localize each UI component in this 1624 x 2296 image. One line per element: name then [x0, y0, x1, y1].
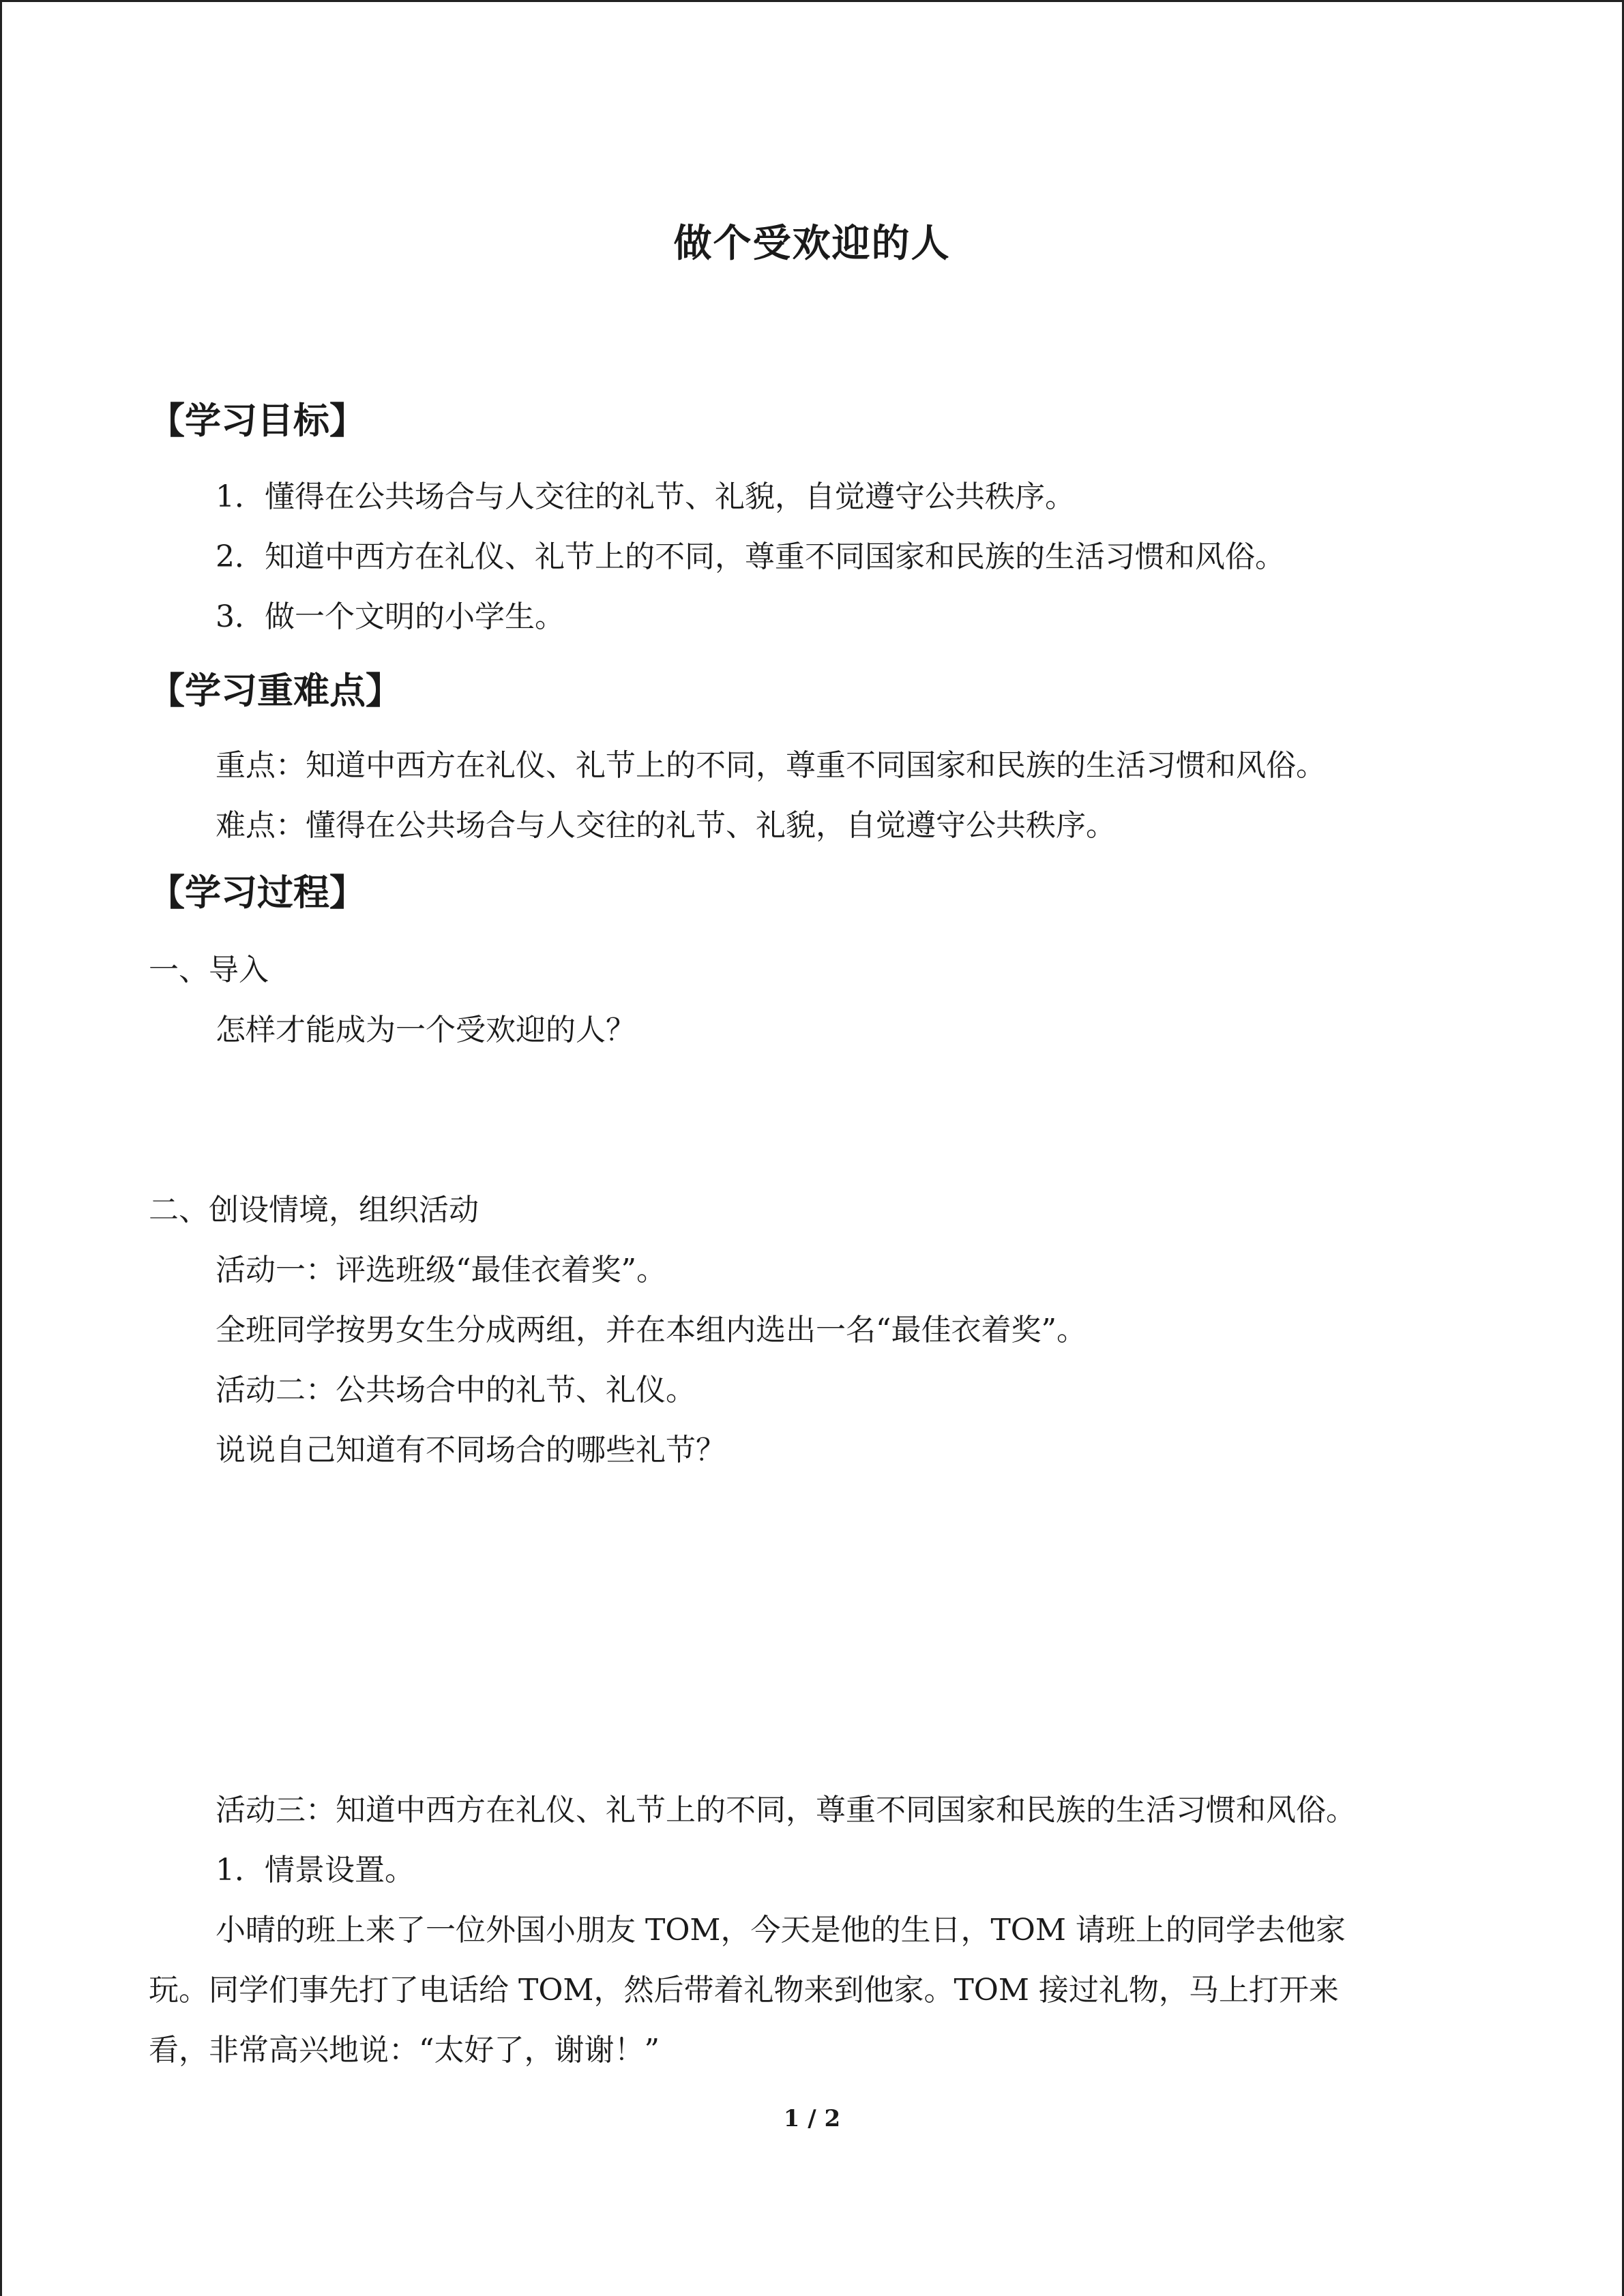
process-intro-title: 一、导入	[149, 953, 269, 987]
activity-1: 活动一：评选班级“最佳衣着奖”。	[216, 1253, 666, 1287]
objective-item-3: 3．做一个文明的小学生。	[216, 599, 565, 634]
activity-3: 活动三：知道中西方在礼仪、礼节上的不同，尊重不同国家和民族的生活习惯和风俗。	[216, 1793, 1356, 1828]
document-title: 做个受欢迎的人	[673, 221, 951, 266]
section-heading-process: 【学习过程】	[149, 871, 366, 914]
objective-item-2: 2．知道中西方在礼仪、礼节上的不同，尊重不同国家和民族的生活习惯和风俗。	[216, 539, 1285, 574]
activity-2-description: 说说自己知道有不同场合的哪些礼节？	[216, 1433, 726, 1467]
scenario-title: 1．情景设置。	[216, 1853, 415, 1888]
key-point-focus: 重点：知道中西方在礼仪、礼节上的不同，尊重不同国家和民族的生活习惯和风俗。	[216, 748, 1326, 783]
key-point-difficulty: 难点：懂得在公共场合与人交往的礼节、礼貌，自觉遵守公共秩序。	[216, 808, 1116, 843]
activity-1-description: 全班同学按男女生分成两组，并在本组内选出一名“最佳衣着奖”。	[216, 1313, 1087, 1347]
scenario-line-1: 小晴的班上来了一位外国小朋友 TOM，今天是他的生日，TOM 请班上的同学去他家	[216, 1913, 1346, 1948]
scenario-line-3: 看，非常高兴地说：“太好了，谢谢！”	[149, 2033, 660, 2068]
activity-2: 活动二：公共场合中的礼节、礼仪。	[216, 1373, 696, 1407]
section-heading-key-points: 【学习重难点】	[149, 670, 402, 712]
process-part2-title: 二、创设情境，组织活动	[149, 1193, 479, 1227]
page-number: 1 / 2	[783, 2105, 841, 2132]
scenario-line-2: 玩。同学们事先打了电话给 TOM，然后带着礼物来到他家。TOM 接过礼物，马上打开来	[149, 1973, 1339, 2008]
process-intro-question: 怎样才能成为一个受欢迎的人？	[216, 1013, 636, 1047]
section-heading-objectives: 【学习目标】	[149, 400, 366, 442]
objective-item-1: 1．懂得在公共场合与人交往的礼节、礼貌，自觉遵守公共秩序。	[216, 479, 1075, 514]
